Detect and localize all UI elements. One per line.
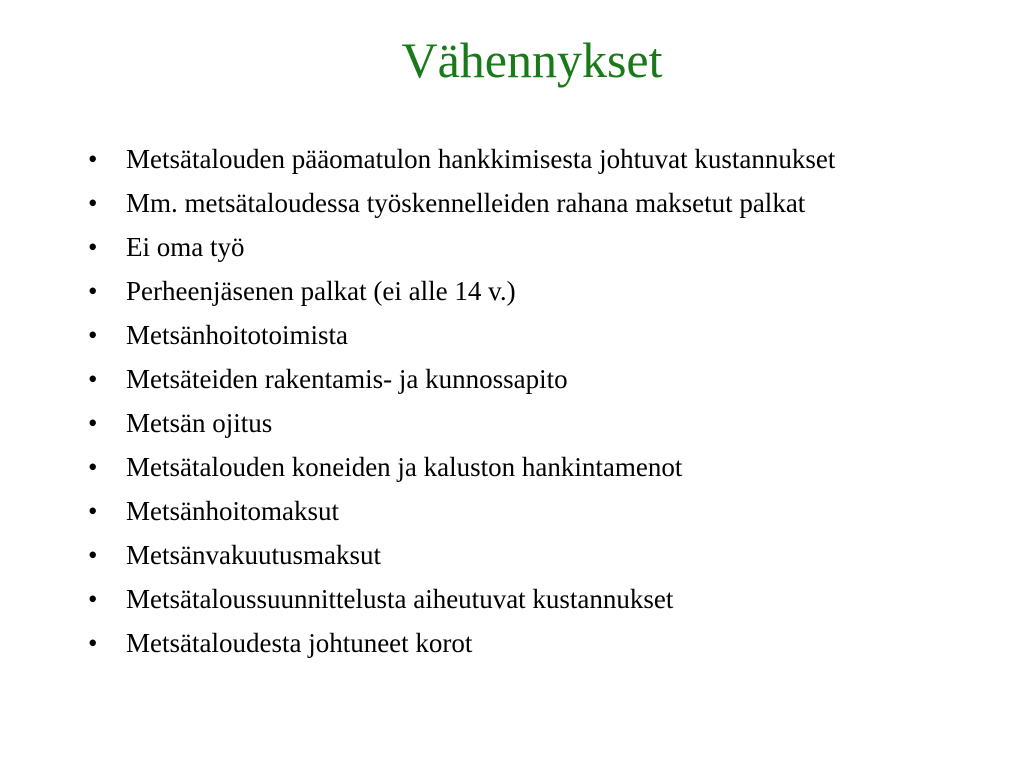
list-item (88, 495, 908, 528)
bullet-icon: • (88, 364, 98, 394)
list-item-text: Metsänvakuutusmaksut (126, 540, 381, 570)
list-item-text: Metsänhoitomaksut (126, 496, 339, 526)
list-item-text: Metsätaloudesta johtuneet korot (126, 628, 473, 658)
list-item-text: Metsäteiden rakentamis- ja kunnossapito (126, 364, 568, 394)
list-item-text: Metsätalouden pääomatulon hankkimisesta johtuvat kustannukset (126, 144, 836, 174)
list-item-text: Metsätaloussuunnittelusta aiheutuvat kustannukset (126, 584, 674, 614)
list-item (88, 275, 908, 308)
bullet-icon: • (88, 628, 98, 658)
list-item (88, 187, 908, 220)
list-item-text: Metsätalouden koneiden ja kaluston hankintamenot (126, 452, 683, 482)
bullet-icon: • (88, 320, 98, 350)
list-item-text: Ei oma työ (126, 232, 245, 262)
bullet-icon: • (88, 276, 98, 306)
bullet-icon: • (88, 452, 98, 482)
list-item (88, 407, 908, 440)
list-item (88, 451, 908, 484)
list-item (88, 539, 908, 572)
list-item (88, 143, 908, 176)
bullet-icon: • (88, 584, 98, 614)
bullet-icon: • (88, 496, 98, 526)
list-item-text: Perheenjäsenen palkat (ei alle 14 v.) (126, 276, 516, 306)
bullet-icon: • (88, 408, 98, 438)
list-item (88, 319, 908, 352)
bullet-list (88, 143, 908, 671)
bullet-icon: • (88, 540, 98, 570)
bullet-icon: • (88, 144, 98, 174)
slide-title: Vähennykset (401, 32, 663, 88)
bullet-icon: • (88, 188, 98, 218)
list-item (88, 583, 908, 616)
list-item (88, 363, 908, 396)
list-item-text: Metsänhoitotoimista (126, 320, 348, 350)
list-item-text: Mm. metsätaloudessa työskennelleiden rahana maksetut palkat (126, 188, 806, 218)
list-item-text: Metsän ojitus (126, 408, 273, 438)
list-item (88, 627, 908, 660)
bullet-icon: • (88, 232, 98, 262)
list-item (88, 231, 908, 264)
